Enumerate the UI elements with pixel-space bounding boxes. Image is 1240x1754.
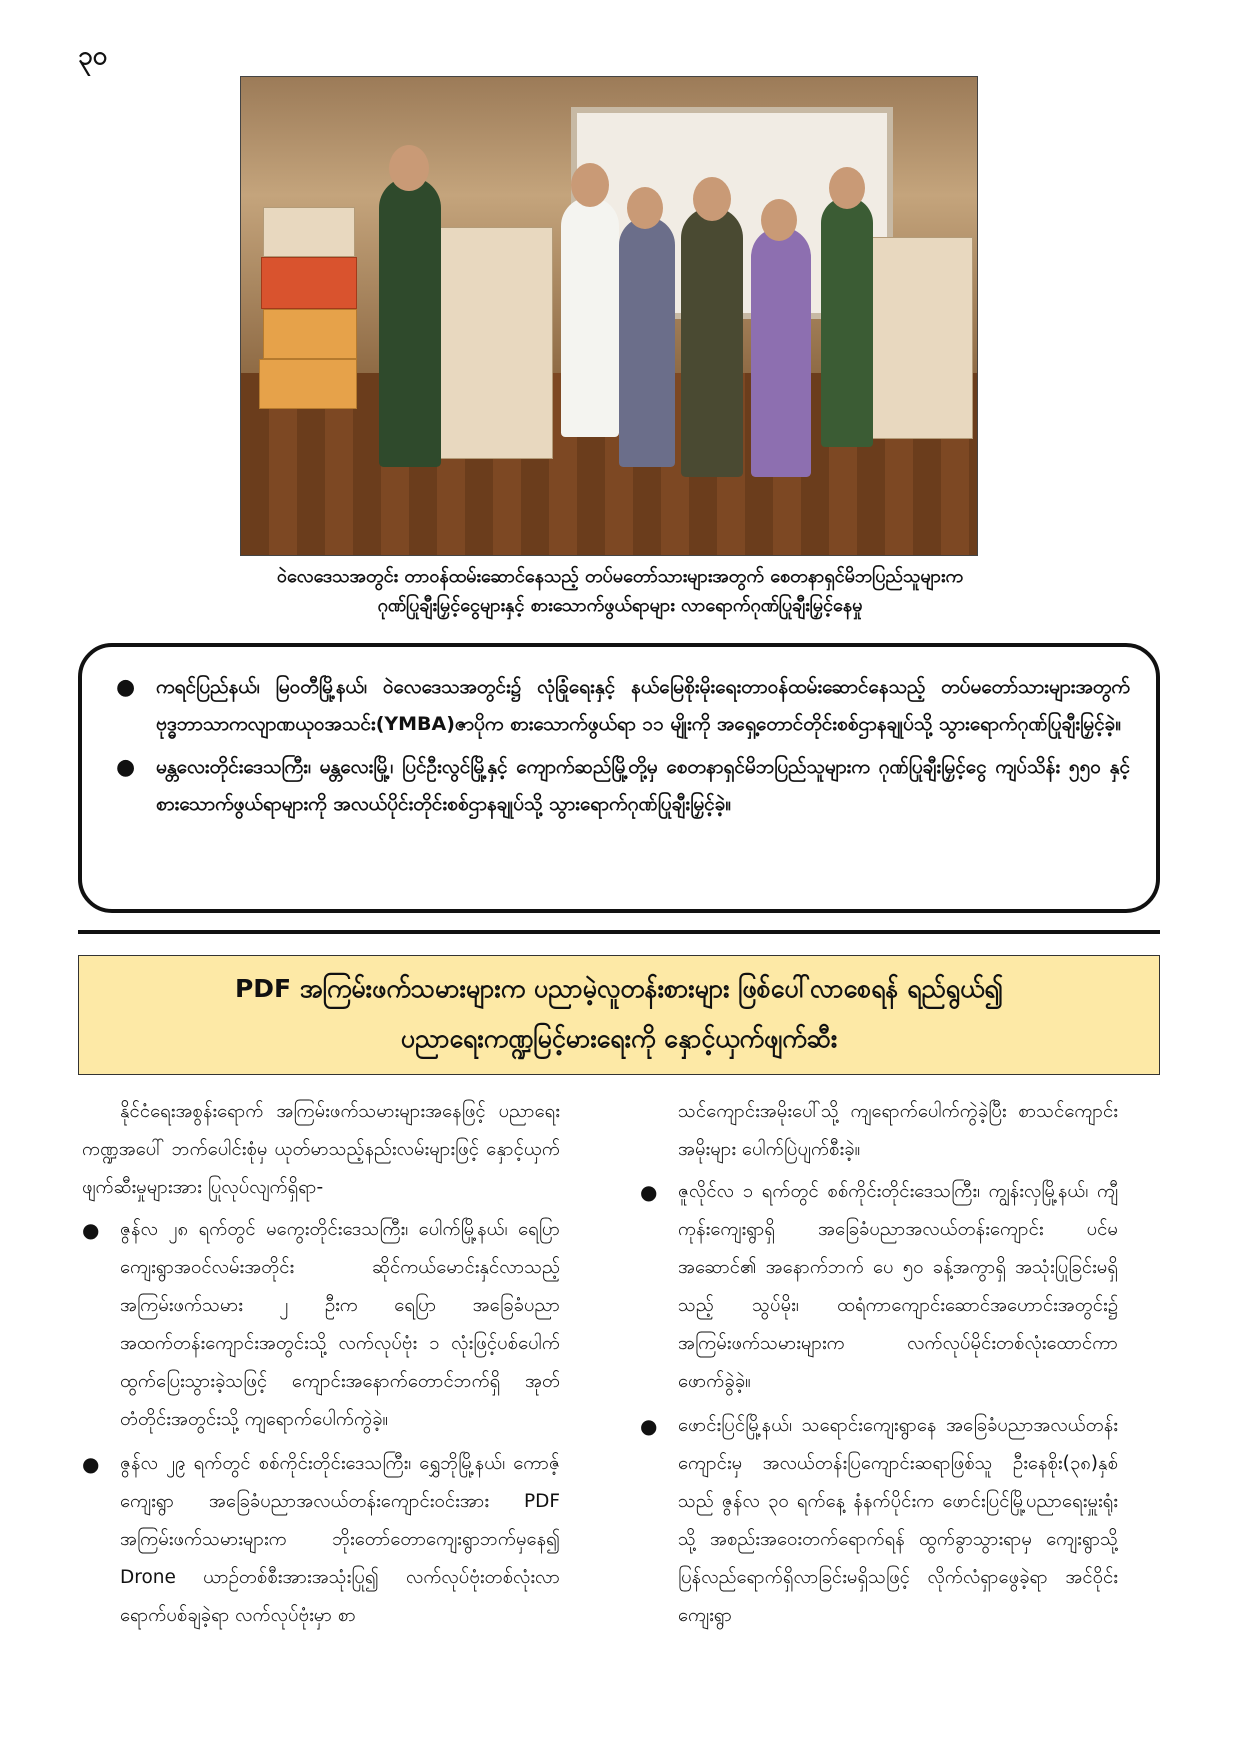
photo-person-head [389,145,429,191]
photo-person-head [761,199,797,241]
article-list-text: ဇွန်လ ၂၈ ရက်တွင် မကွေးတိုင်းဒေသကြီး၊ ပေါက်မြို့နယ်၊ ရေပြာကျေးရွာအဝင်လမ်းအတိုင်း ဆိုင်ကယ်မောင်းနှင်လာသည့် အကြမ်းဖက်သမား ၂ ဦးက ရေပြာ အခြေခံပညာအထက်တန်းကျောင်းအတွင်းသို့ လက်လုပ်ဗုံး ၁ လုံးဖြင့်ပစ်ပေါက်ထွက်ပြေးသွားခဲ့သဖြင့် ကျောင်းအနောက်တောင်ဘက်ရှိ အုတ်တံတိုင်းအတွင်းသို့ ကျရောက်ပေါက်ကွဲခဲ့။ [120,1219,560,1430]
photo-box [263,309,357,359]
headline-line: ပညာရေးကဏ္ဍမြင့်မားရေးကို နှောင့်ယှက်ဖျက်ဆီး [400,1024,838,1053]
article-list-text: ဇွန်လ ၂၉ ရက်တွင် စစ်ကိုင်းတိုင်းဒေသကြီး၊ ရွှေဘိုမြို့နယ်၊ ကောဇ့်ကျေးရွာ အခြေခံပညာအလယ်တန်းကျောင်းဝင်းအား PDF အကြမ်းဖက်သမားများက ဘိုးတော်တောကျေးရွာဘက်မှနေ၍ Drone ယာဉ်တစ်စီးအားအသုံးပြု၍ လက်လုပ်ဗုံးတစ်လုံးလာရောက်ပစ်ချခဲ့ရာ လက်လုပ်ဗုံးမှာ စာ [120,1453,560,1626]
article-headline [78,955,1160,1075]
photo-person-head [571,163,609,207]
article-list-text: ဖောင်းပြင်မြို့နယ်၊ သရောင်းကျေးရွာနေ အခြေခံပညာအလယ်တန်းကျောင်းမှ အလယ်တန်းပြကျောင်းဆရာဖြစ်သူ ဦးနေစိုး(၃၈)နှစ်သည် ဇွန်လ ၃၀ ရက်နေ့ နံနက်ပိုင်းက ဖောင်းပြင်မြို့ပညာရေးမှူးရုံးသို့ အစည်းအဝေးတက်ရောက်ရန် ထွက်ခွာသွားရာမှ ကျေးရွာသို့ ပြန်လည်ရောက်ရှိလာခြင်းမရှိသဖြင့် လိုက်လံရှာဖွေခဲ့ရာ အင်ဝိုင်းကျေးရွာ [678,1415,1118,1626]
photo-box-stack [431,227,553,459]
article-column-left [82,1093,560,1641]
page-number: ၃၀ [78,41,108,71]
headline-line: PDF အကြမ်းဖက်သမားများက ပညာမဲ့လူတန်းစားများ ဖြစ်ပေါ်လာစေရန် ရည်ရွယ်၍ [234,974,1004,1003]
photo-person [561,197,619,437]
highlight-item [116,669,1130,743]
highlight-text: ကရင်ပြည်နယ်၊ မြဝတီမြို့နယ်၊ ဝဲလေဒေသအတွင်း၌ လုံခြုံရေးနှင့် နယ်မြေစိုးမိုးရေးတာဝန်ထမ်းဆောင်နေသည့် တပ်မတော်သားများအတွက် ဗုဒ္ဓဘာသာကလျာဏယုဝအသင်း(YMBA)ဇာပိုက စားသောက်ဖွယ်ရာ ၁၁ မျိုးကို အရှေ့တောင်တိုင်းစစ်ဌာနချုပ်သို့ သွားရောက်ဂုဏ်ပြုချီးမြှင့်ခဲ့။ [156,676,1130,735]
article-continuation: သင်ကျောင်းအမိုးပေါ်သို့ ကျရောက်ပေါက်ကွဲခဲ့ပြီး စာသင်ကျောင်းအမိုးများ ပေါက်ပြဲပျက်စီးခဲ့။ [678,1101,1118,1160]
bullet-icon: ● [116,755,136,780]
section-divider [78,930,1160,934]
bullet-icon: ● [640,1180,658,1204]
photo-caption-line: ဝဲလေဒေသအတွင်း တာဝန်ထမ်းဆောင်နေသည့် တပ်မတော်သားများအတွက် စေတနာရှင်မိဘပြည်သူများက [276,566,964,587]
bullet-icon: ● [82,1218,100,1242]
bullet-icon: ● [82,1452,100,1476]
photo-person-officer [379,177,441,467]
article-column-right [640,1093,1118,1641]
highlight-text: မန္တလေးတိုင်းဒေသကြီး၊ မန္တလေးမြို့၊ ပြင်ဦးလွင်မြို့နှင့် ကျောက်ဆည်မြို့တို့မှ စေတနာရှင်မိဘပြည်သူများက ဂုဏ်ပြုချီးမြှင့်ငွေ ကျပ်သိန်း ၅၅၀ နှင့် စားသောက်ဖွယ်ရာများကို အလယ်ပိုင်းတိုင်းစစ်ဌာနချုပ်သို့ သွားရောက်ဂုဏ်ပြုချီးမြှင့်ခဲ့။ [156,756,1130,815]
article-intro: နိုင်ငံရေးအစွန်းရောက် အကြမ်းဖက်သမားများအနေဖြင့် ပညာရေးကဏ္ဍအပေါ် ဘက်ပေါင်းစုံမှ ယုတ်မာသည့်နည်းလမ်းများဖြင့် နှောင့်ယှက်ဖျက်ဆီးမှုများအား ပြုလုပ်လျက်ရှိရာ- [82,1101,560,1198]
bullet-icon: ● [640,1414,658,1438]
photo-box [263,207,355,257]
article-list-item [640,1407,1118,1635]
photo-person [681,207,743,477]
photo-box-stack [861,237,973,439]
highlights-box [78,643,1160,913]
photo-person [751,227,811,477]
photo-person-officer [821,197,873,447]
photo-box [259,359,357,409]
news-photo [240,76,978,556]
photo-person-head [829,167,865,209]
photo-caption-line: ဂုဏ်ပြုချီးမြှင့်ငွေများနှင့် စားသောက်ဖွယ်ရာများ လာရောက်ဂုဏ်ပြုချီးမြှင့်နေမှု [377,595,863,616]
article-list-item [640,1173,1118,1401]
photo-caption [150,562,1090,620]
photo-box [261,257,357,309]
article-list-item [82,1211,560,1439]
photo-person [619,217,675,467]
article-list-text: ဇူလိုင်လ ၁ ရက်တွင် စစ်ကိုင်းတိုင်းဒေသကြီး၊ ကျွန်းလှမြို့နယ်၊ ကျီကုန်းကျေးရွာရှိ အခြေခံပညာအလယ်တန်းကျောင်း ပင်မအဆောင်၏ အနောက်ဘက် ပေ ၅၀ ခန့်အကွာရှိ အသုံးပြုခြင်းမရှိသည့် သွပ်မိုး၊ ထရံကာကျောင်းဆောင်အဟောင်းအတွင်း၌ အကြမ်းဖက်သမားများက လက်လုပ်မိုင်းတစ်လုံးထောင်ကာ ဖောက်ခွဲခဲ့။ [678,1181,1118,1392]
photo-person-head [627,187,663,229]
highlight-item [116,749,1130,823]
article-list-item [82,1445,560,1635]
photo-person-head [693,177,731,221]
bullet-icon: ● [116,675,136,700]
